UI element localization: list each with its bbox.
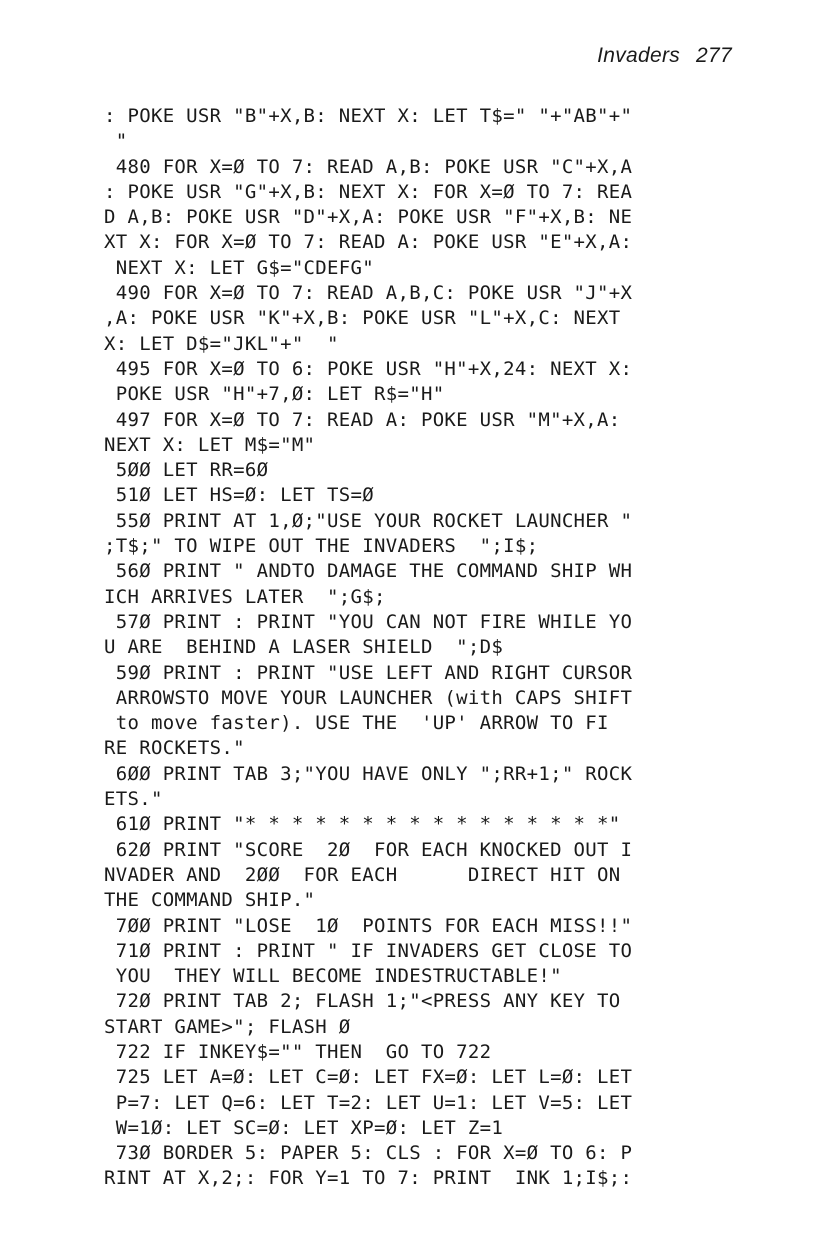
listing-line: ETS." xyxy=(104,788,163,811)
running-head xyxy=(597,44,732,68)
listing-line: ;T$;" TO WIPE OUT THE INVADERS ";I$; xyxy=(104,535,539,558)
running-head-title: Invaders xyxy=(597,44,681,67)
listing-line: 72Ø PRINT TAB 2; FLASH 1;"<PRESS ANY KEY TO xyxy=(104,990,621,1013)
listing-line: 6ØØ PRINT TAB 3;"YOU HAVE ONLY ";RR+1;" ROCK xyxy=(104,762,633,785)
listing-line: : POKE USR "G"+X,B: NEXT X: FOR X=Ø TO 7: REA xyxy=(104,180,633,203)
listing-line: W=1Ø: LET SC=Ø: LET XP=Ø: LET Z=1 xyxy=(104,1116,504,1139)
listing-line: D A,B: POKE USR "D"+X,A: POKE USR "F"+X,B: NE xyxy=(104,206,633,229)
listing-line: 57Ø PRINT : PRINT "YOU CAN NOT FIRE WHILE YO xyxy=(104,610,633,633)
listing-line: 73Ø BORDER 5: PAPER 5: CLS : FOR X=Ø TO 6: P xyxy=(104,1142,633,1165)
program-listing xyxy=(104,104,764,1192)
listing-line: P=7: LET Q=6: LET T=2: LET U=1: LET V=5: LET xyxy=(104,1091,633,1114)
listing-line: 495 FOR X=Ø TO 6: POKE USR "H"+X,24: NEXT X: xyxy=(104,357,633,380)
listing-line: NVADER AND 2ØØ FOR EACH DIRECT HIT ON xyxy=(104,863,621,886)
listing-line: 722 IF INKEY$="" THEN GO TO 722 xyxy=(104,1040,492,1063)
listing-line: NEXT X: LET M$="M" xyxy=(104,433,316,456)
listing-line: XT X: FOR X=Ø TO 7: READ A: POKE USR "E"+X,A: xyxy=(104,231,633,254)
listing-line: 490 FOR X=Ø TO 7: READ A,B,C: POKE USR "J"+X xyxy=(104,282,633,305)
listing-line: POKE USR "H"+7,Ø: LET R$="H" xyxy=(104,383,445,406)
listing-line: 725 LET A=Ø: LET C=Ø: LET FX=Ø: LET L=Ø: LET xyxy=(104,1066,633,1089)
listing-line: 480 FOR X=Ø TO 7: READ A,B: POKE USR "C"+X,A xyxy=(104,155,633,178)
listing-line: to move faster). USE THE 'UP' ARROW TO FI xyxy=(104,712,609,735)
listing-line: U ARE BEHIND A LASER SHIELD ";D$ xyxy=(104,636,504,659)
listing-line: START GAME>"; FLASH Ø xyxy=(104,1015,351,1038)
listing-line: 55Ø PRINT AT 1,Ø;"USE YOUR ROCKET LAUNCHER " xyxy=(104,509,633,532)
listing-line: 62Ø PRINT "SCORE 2Ø FOR EACH KNOCKED OUT I xyxy=(104,838,633,861)
listing-line: ICH ARRIVES LATER ";G$; xyxy=(104,585,386,608)
listing-line: 5ØØ LET RR=6Ø xyxy=(104,459,269,482)
listing-line: YOU THEY WILL BECOME INDESTRUCTABLE!" xyxy=(104,965,562,988)
listing-line: 61Ø PRINT "* * * * * * * * * * * * * * * *" xyxy=(104,813,621,836)
listing-line: 7ØØ PRINT "LOSE 1Ø POINTS FOR EACH MISS!!" xyxy=(104,914,633,937)
listing-line: 51Ø LET HS=Ø: LET TS=Ø xyxy=(104,484,374,507)
listing-line: X: LET D$="JKL"+" " xyxy=(104,332,339,355)
listing-line: 56Ø PRINT " ANDTO DAMAGE THE COMMAND SHIP WH xyxy=(104,560,633,583)
listing-line: NEXT X: LET G$="CDEFG" xyxy=(104,256,374,279)
listing-line: ARROWSTO MOVE YOUR LAUNCHER (with CAPS SHIFT xyxy=(104,686,633,709)
listing-line: THE COMMAND SHIP." xyxy=(104,889,316,912)
listing-line: RINT AT X,2;: FOR Y=1 TO 7: PRINT INK 1;I$;: xyxy=(104,1167,633,1190)
listing-line: 497 FOR X=Ø TO 7: READ A: POKE USR "M"+X,A: xyxy=(104,408,621,431)
page-number: 277 xyxy=(696,44,732,67)
listing-line: 59Ø PRINT : PRINT "USE LEFT AND RIGHT CURSOR xyxy=(104,661,633,684)
listing-line: RE ROCKETS." xyxy=(104,737,245,760)
listing-line: " xyxy=(104,130,128,153)
listing-line: : POKE USR "B"+X,B: NEXT X: LET T$=" "+"AB"+" xyxy=(104,105,633,127)
listing-line: 71Ø PRINT : PRINT " IF INVADERS GET CLOSE TO xyxy=(104,939,633,962)
listing-line: ,A: POKE USR "K"+X,B: POKE USR "L"+X,C: NEXT xyxy=(104,307,621,330)
